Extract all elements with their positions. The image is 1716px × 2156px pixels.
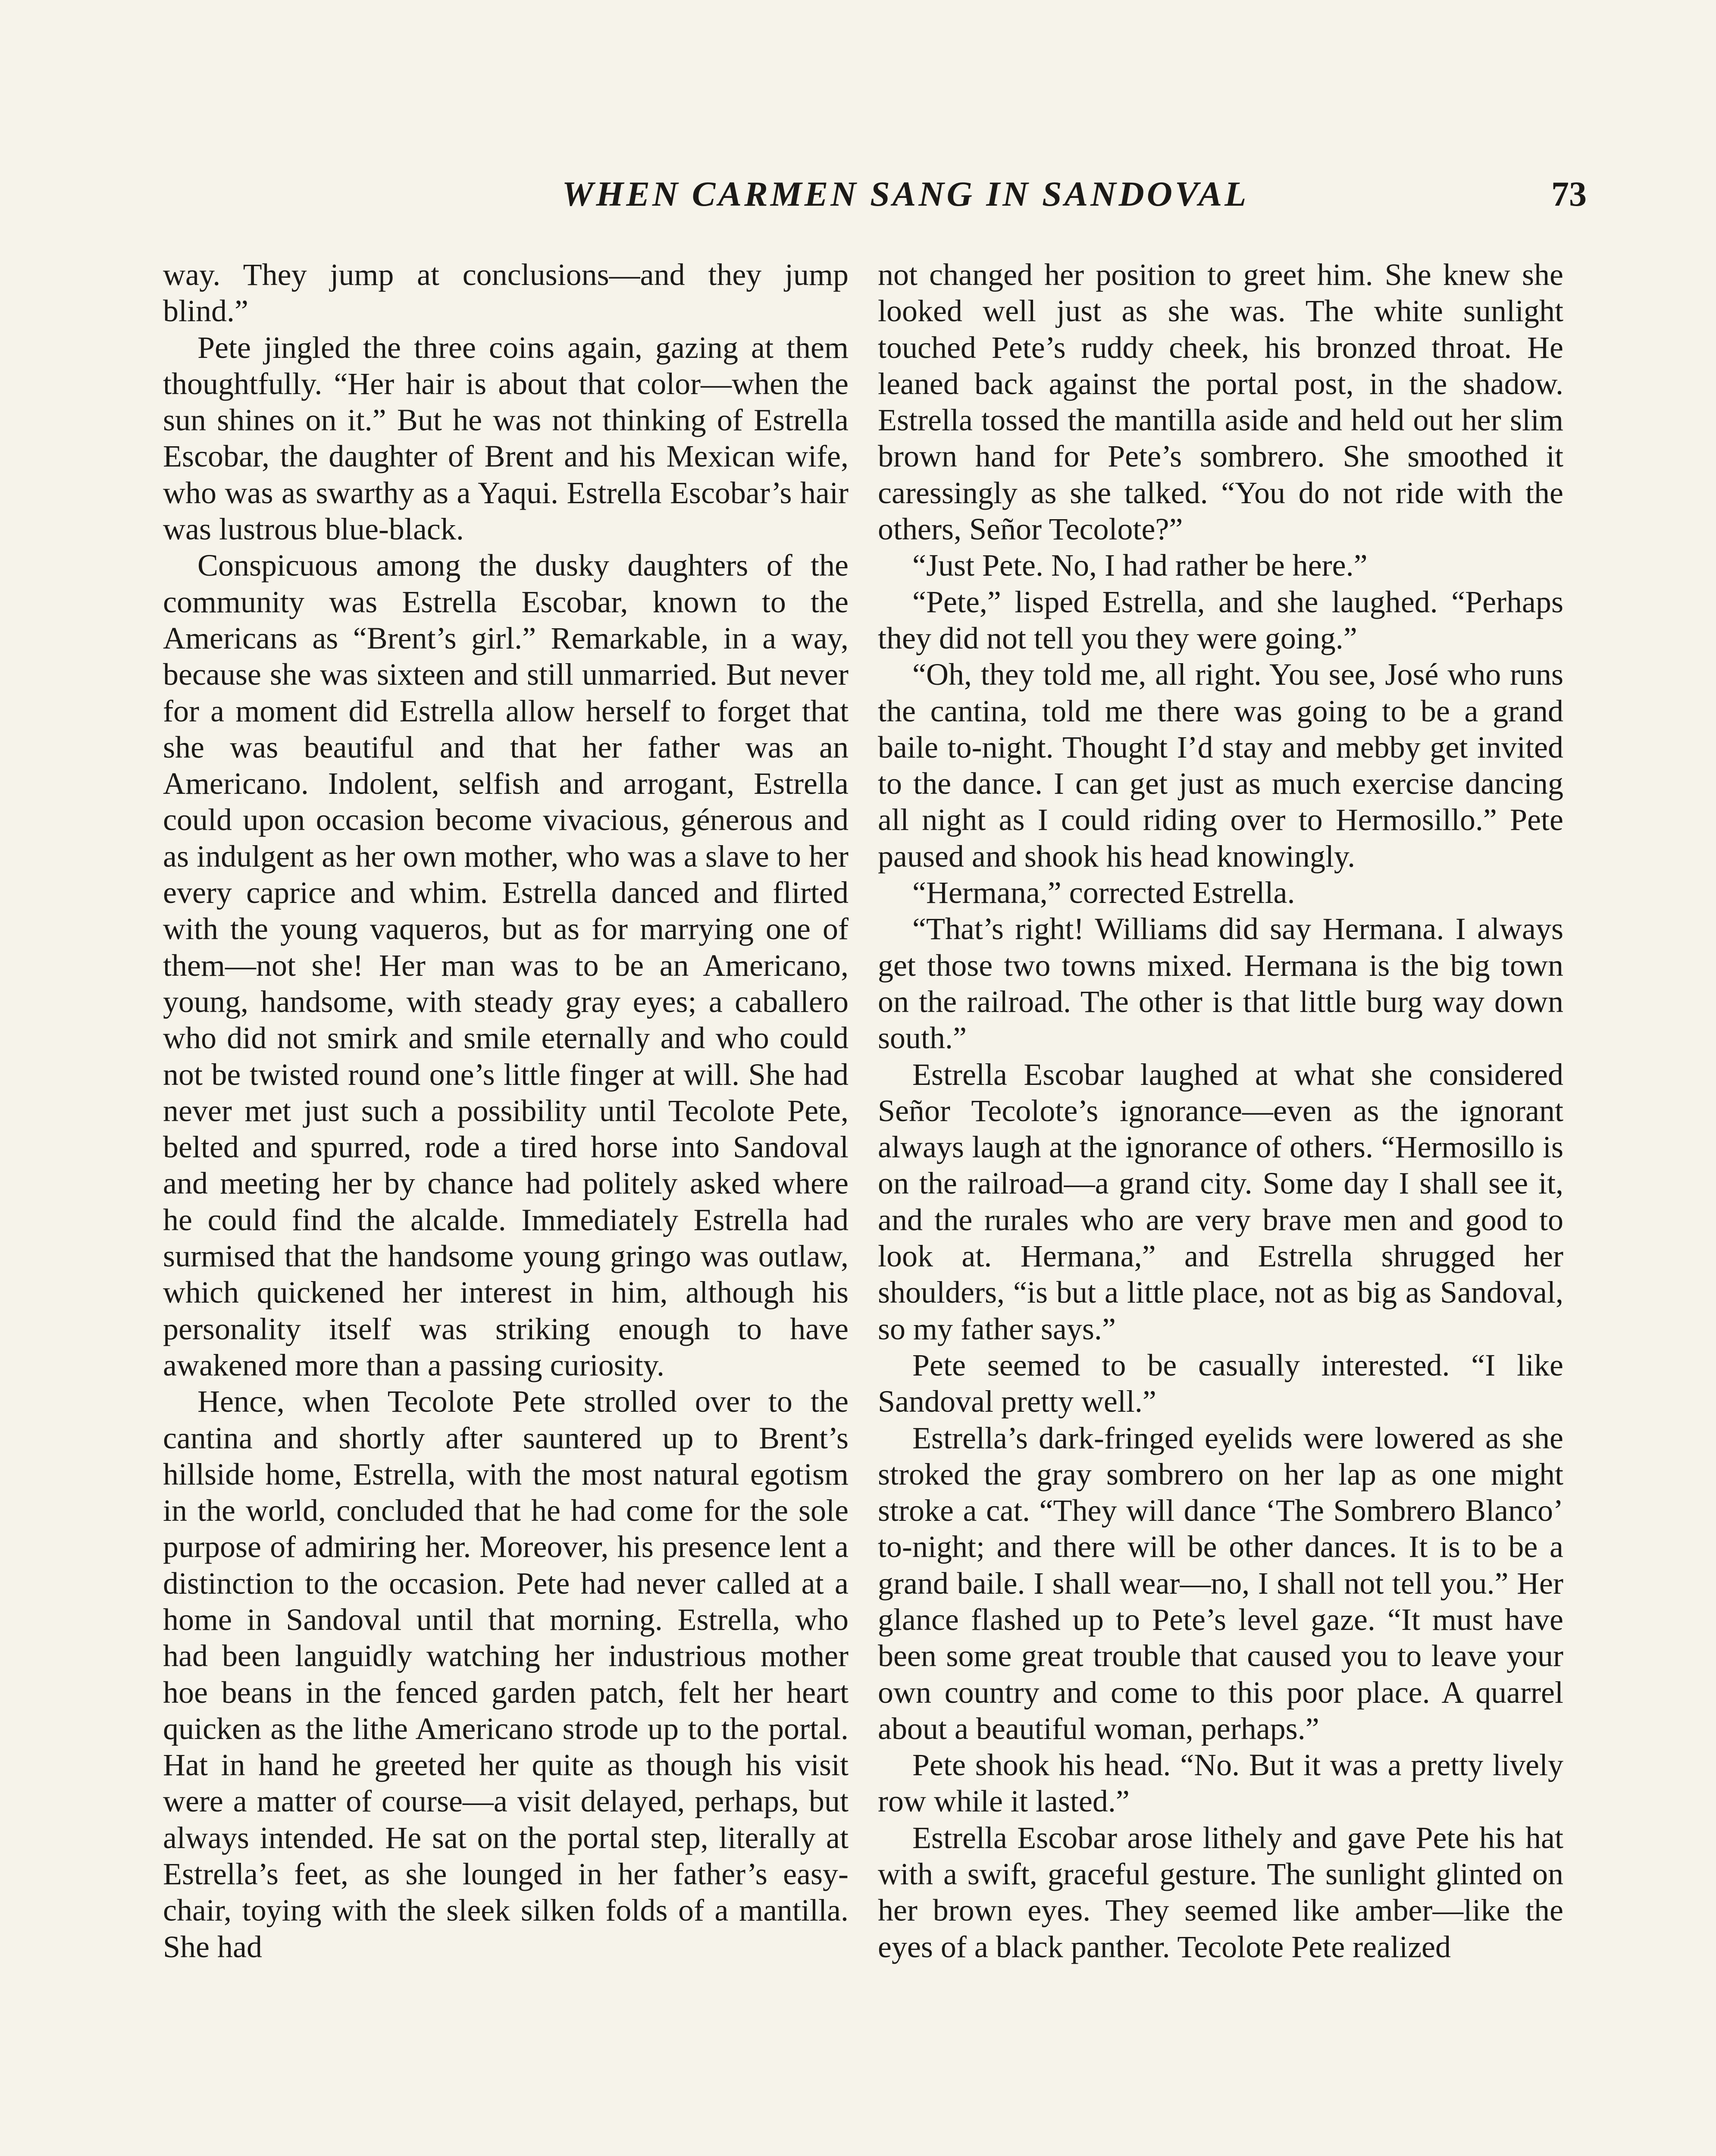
paragraph: “That’s right! Williams did say Hermana. I always get those two towns mixed. Hermana is the big town on the railroad. The other is that little burg way down south.”: [878, 912, 1563, 1056]
paragraph: “Hermana,” corrected Estrella.: [912, 875, 1295, 910]
paragraph: “Pete,” lisped Estrella, and she laughed. “Perhaps they did not tell you they were going.”: [878, 584, 1563, 655]
running-title: WHEN CARMEN SANG IN SANDOVAL: [562, 174, 1249, 213]
right-column: [878, 257, 1563, 1965]
left-column: [163, 257, 849, 1965]
paragraph: “Just Pete. No, I had rather be here.”: [912, 548, 1368, 583]
paragraph: Estrella Escobar arose lithely and gave Pete his hat with a swift, graceful gesture. The sunlight glinted on her brown eyes. They seemed like amber—like the eyes of a black panther. Tecolote Pete realized: [878, 1820, 1563, 1964]
page-number: 73: [1551, 174, 1587, 213]
paragraph: Estrella Escobar laughed at what she considered Señor Tecolote’s ignorance—even as the ignorant always laugh at the ignorance of others. “Hermosillo is on the railroad—a grand city. Some day I shall see it, and the rurales who are very brave men and good to look at. Hermana,” and Estrella shrugged her shoulders, “is but a little place, not as big as Sandoval, so my father says.”: [878, 1057, 1563, 1346]
paragraph: Estrella’s dark-fringed eyelids were lowered as she stroked the gray sombrero on her lap as one might stroke a cat. “They will dance ‘The Sombrero Blanco’ to-night; and there will be other dances. It is to be a grand baile. I shall wear—no, I shall not tell you.” Her glance flashed up to Pete’s level gaze. “It must have been some great trouble that caused you to leave your own country and come to this poor place. A quarrel about a beautiful woman, perhaps.”: [878, 1420, 1563, 1746]
paragraph: Pete jingled the three coins again, gazing at them thoughtfully. “Her hair is about that color—when the sun shines on it.” But he was not thinking of Estrella Escobar, the daughter of Brent and his Mexican wife, who was as swarthy as a Yaqui. Estrella Escobar’s hair was lustrous blue-black.: [163, 330, 849, 547]
paragraph: Hence, when Tecolote Pete strolled over to the cantina and shortly after sauntered up to Brent’s hillside home, Estrella, with the most natural egotism in the world, concluded that he had come for the sole purpose of admiring her. Moreover, his presence lent a distinction to the occasion. Pete had never called at a home in Sandoval until that morning. Estrella, who had been languidly watching her industrious mother hoe beans in the fenced garden patch, felt her heart quicken as the lithe Americano strode up to the portal. Hat in hand he greeted her quite as though his visit were a matter of course—a visit delayed, perhaps, but always intended. He sat on the portal step, literally at Estrella’s feet, as she lounged in her father’s easy-chair, toying with the sleek silken folds of a mantilla. She had: [163, 1384, 849, 1964]
paragraph: Conspicuous among the dusky daughters of the community was Estrella Escobar, known to the Americans as “Brent’s girl.” Remarkable, in a way, because she was sixteen and still unmarried. But never for a moment did Estrella allow herself to forget that she was beautiful and that her father was an Americano. Indolent, selfish and arrogant, Estrella could upon occasion become vivacious, génerous and as indulgent as her own mother, who was a slave to her every caprice and whim. Estrella danced and flirted with the young vaqueros, but as for marrying one of them—not she! Her man was to be an Americano, young, handsome, with steady gray eyes; a caballero who did not smirk and smile eternally and who could not be twisted round one’s little finger at will. She had never met just such a possibility until Tecolote Pete, belted and spurred, rode a tired horse into Sandoval and meeting her by chance had politely asked where he could find the alcalde. Immediately Estrella had surmised that the handsome young gringo was outlaw, which quickened her interest in him, although his personality itself was striking enough to have awakened more than a passing curiosity.: [163, 548, 849, 1382]
paragraph: way. They jump at conclusions—and they jump blind.”: [163, 257, 849, 329]
paragraph: Pete shook his head. “No. But it was a pretty lively row while it lasted.”: [878, 1748, 1563, 1819]
paragraph: not changed her position to greet him. She knew she looked well just as she was. The white sunlight touched Pete’s ruddy cheek, his bronzed throat. He leaned back against the portal post, in the shadow. Estrella tossed the mantilla aside and held out her slim brown hand for Pete’s sombrero. She smoothed it caressingly as she talked. “You do not ride with the others, Señor Tecolote?”: [878, 257, 1563, 547]
paragraph: “Oh, they told me, all right. You see, José who runs the cantina, told me there was going to be a grand baile to-night. Thought I’d stay and mebby get invited to the dance. I can get just as much exercise dancing all night as I could riding over to Hermosillo.” Pete paused and shook his head knowingly.: [878, 657, 1563, 874]
paragraph: Pete seemed to be casually interested. “I like Sandoval pretty well.”: [878, 1348, 1563, 1419]
